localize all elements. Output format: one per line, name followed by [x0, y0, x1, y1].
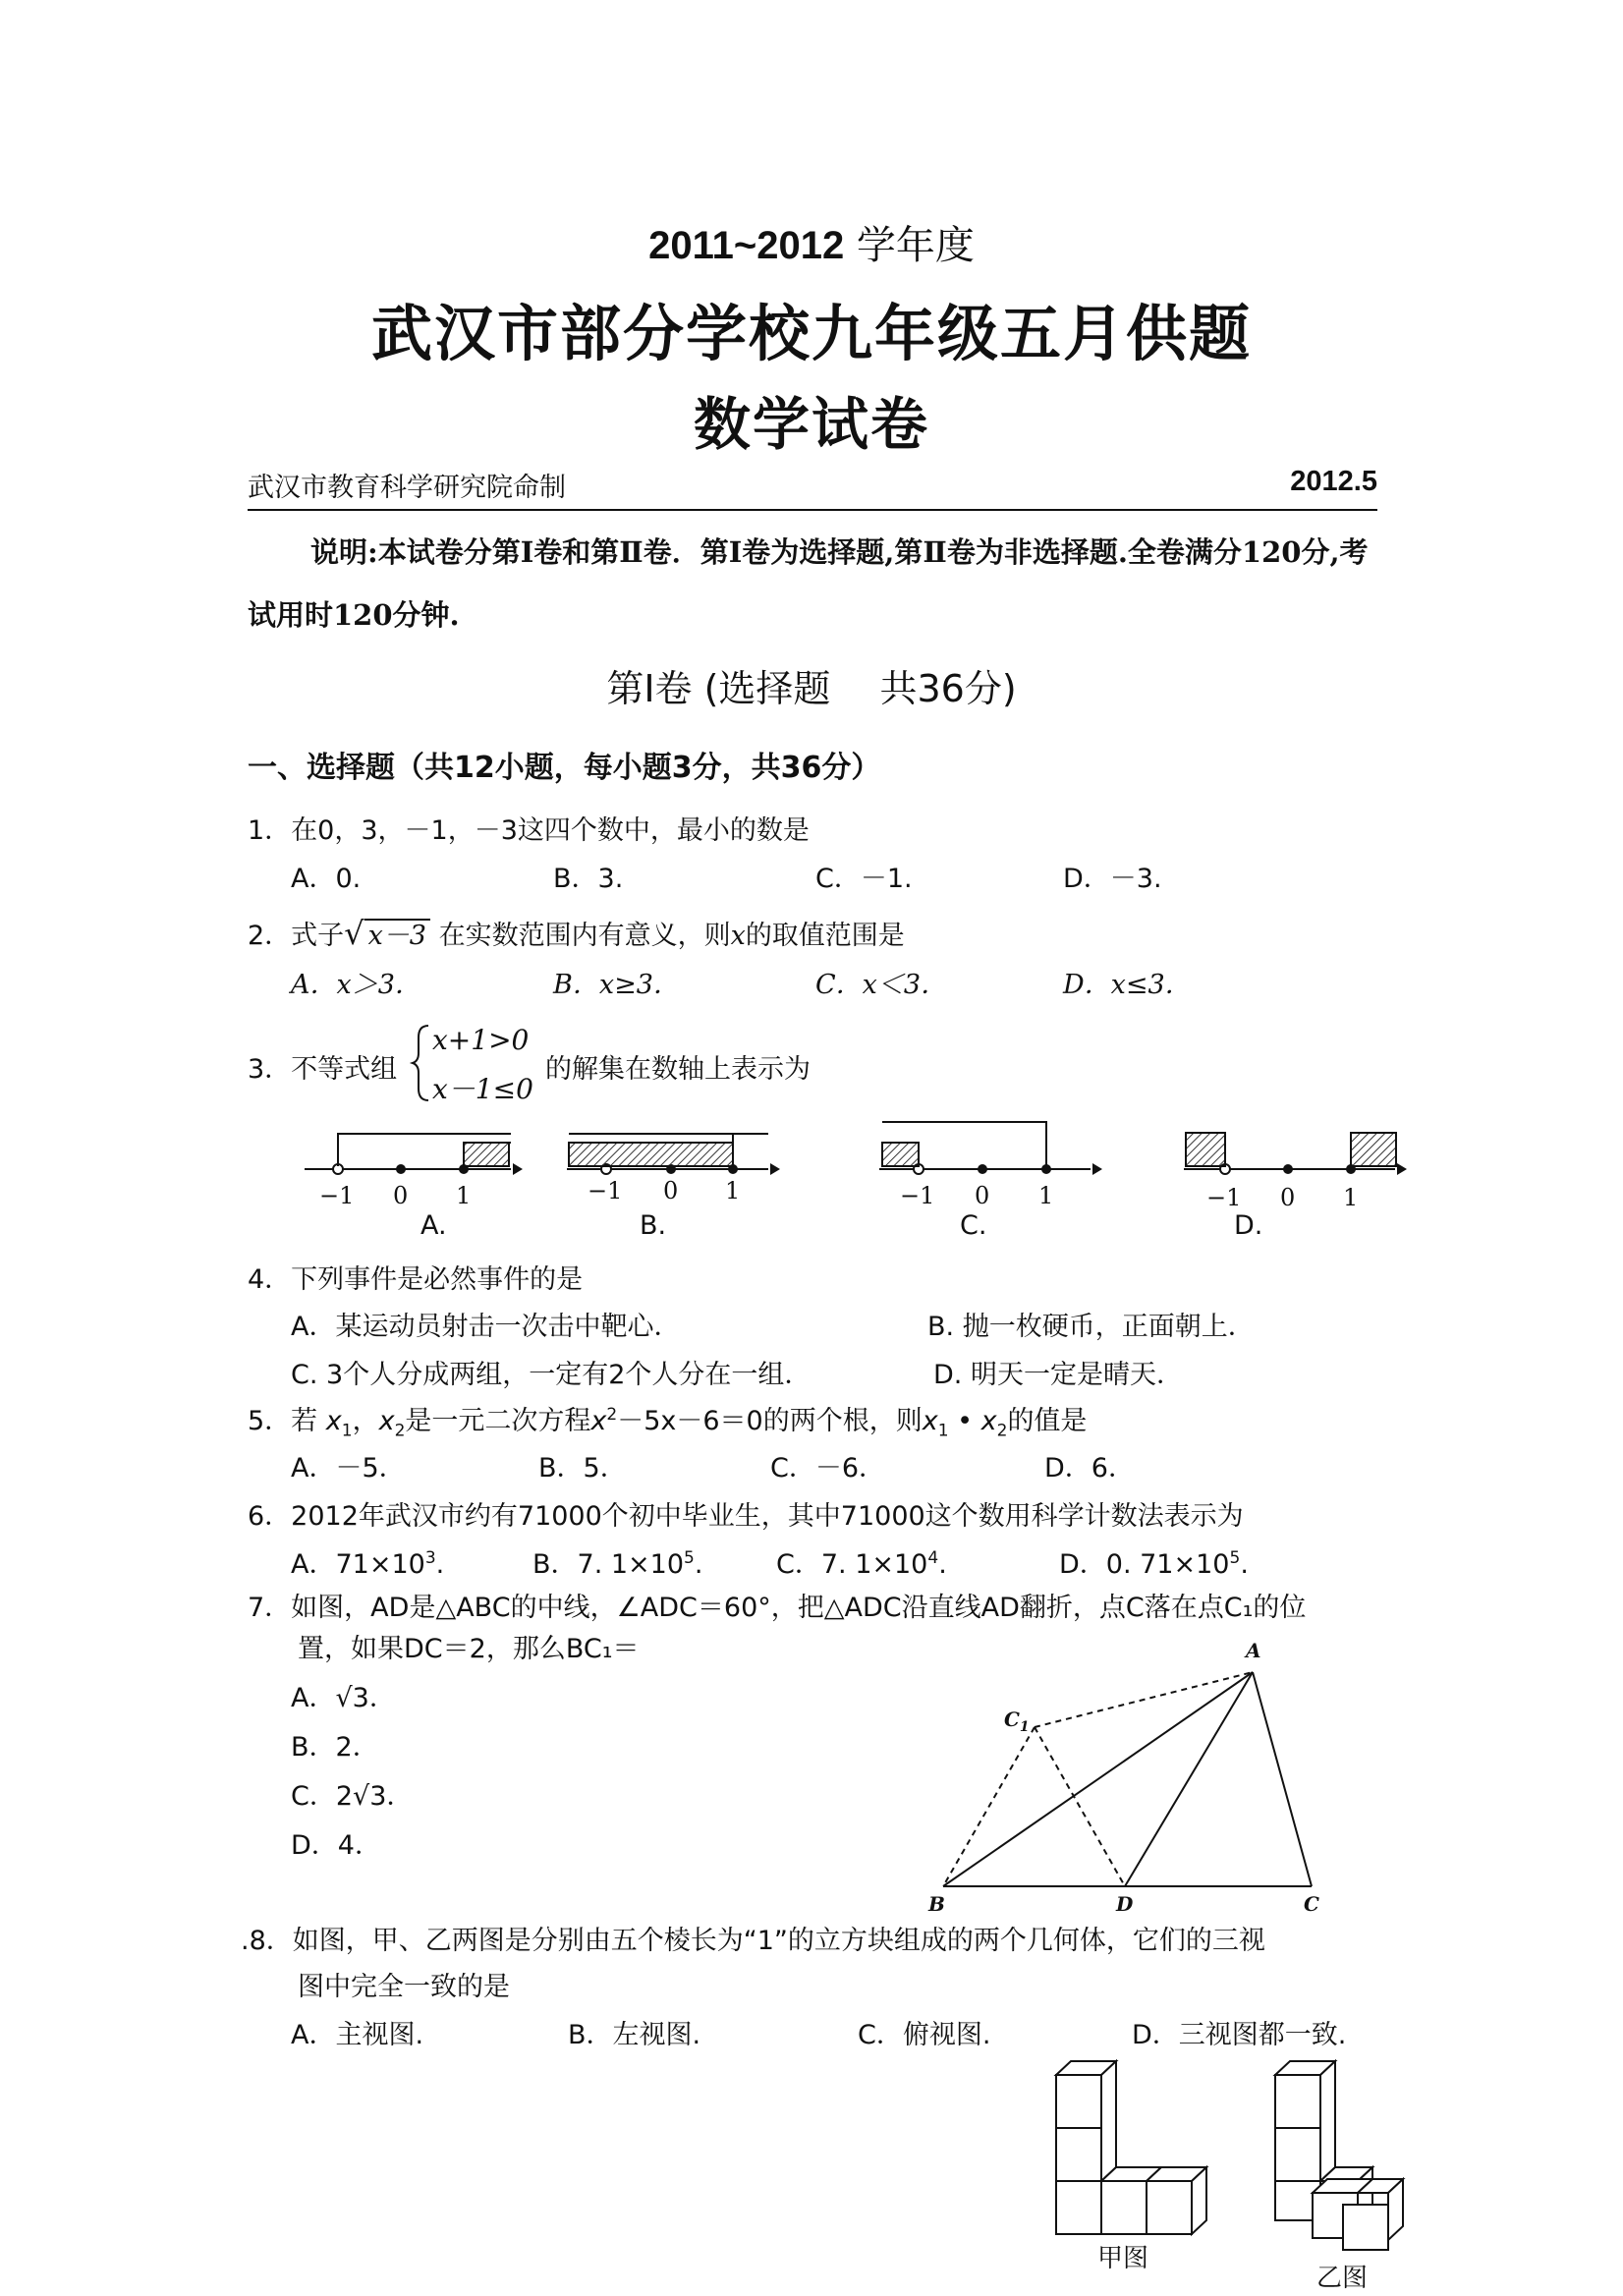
q1-option-c: C．－1. [815, 864, 913, 894]
q7-option-c: C．2√3． [291, 1781, 414, 1812]
tick-label: −1 [1206, 1184, 1242, 1211]
q6-b-base: B．7. 1×10 [532, 1549, 685, 1580]
section1-title: 一、选择题（共12小题，每小题3分，共36分） [248, 751, 881, 785]
q3-stem-a: 3．不等式组 [248, 1054, 398, 1085]
label-c1-sub: 1 [1019, 1719, 1030, 1735]
q2-option-d: D．x≤3． [1063, 970, 1192, 1000]
q7-option-d: D．4． [291, 1830, 381, 1861]
year-number: 2011~2012 [648, 224, 845, 267]
q4-option-b: B. 抛一枚硬币，正面朝上． [927, 1312, 1255, 1342]
tick-label: 0 [975, 1182, 990, 1209]
q3-option-d: D. [1234, 1210, 1263, 1241]
q2-stem-b: 在实数范围内有意义，则 [438, 921, 731, 951]
q4-option-d: D. 明天一定是晴天． [933, 1360, 1183, 1390]
q5-x1: x [325, 1406, 342, 1436]
q6-a-base: A．71×10 [291, 1549, 425, 1580]
q7-option-a: A．√3． [291, 1683, 396, 1713]
tick-label: 1 [725, 1177, 741, 1204]
q8-option-d: D．三视图都一致. [1132, 2020, 1347, 2050]
tick-label: −1 [319, 1182, 355, 1209]
q8-option-a: A．主视图. [291, 2020, 424, 2050]
q6-d-exp: 5 [1229, 1548, 1241, 1568]
q2-stem-c: 的取值范围是 [745, 921, 905, 951]
q7-option-b: B．2． [291, 1732, 379, 1763]
q4-option-a: A．某运动员射击一次击中靶心． [291, 1312, 681, 1342]
q6-stem: 6．2012年武汉市约有71000个初中毕业生，其中71000这个数用科学计数法表示为 [248, 1501, 1244, 1532]
q5-psub1: 1 [937, 1421, 949, 1441]
q2-option-a: A．x＞3． [291, 970, 421, 1000]
q1-option-a: A．0. [291, 864, 362, 894]
q5-p1: x [922, 1406, 938, 1436]
q6-b-end: . [694, 1549, 703, 1580]
label-b: B [928, 1892, 945, 1916]
q5-part: ， [352, 1406, 379, 1436]
year-suffix: 学年度 [856, 223, 975, 268]
q5-dot: • [948, 1406, 981, 1436]
label-c1-letter: C [1004, 1708, 1020, 1731]
q5-psub2: 2 [996, 1421, 1008, 1441]
q8-option-c: C．俯视图. [858, 2020, 991, 2050]
sqrt-symbol: √ [344, 915, 364, 952]
q5-option-a: A．－5． [291, 1453, 406, 1484]
q3-option-b: B. [640, 1210, 667, 1241]
q6-a-end: . [435, 1549, 445, 1580]
q2-option-b: B．x≥3． [553, 970, 680, 1000]
q3-option-a: A. [420, 1210, 447, 1241]
q6-c-exp: 4 [927, 1548, 939, 1568]
subject-title: 数学试卷 [693, 391, 929, 458]
q5-part: 的值是 [1007, 1406, 1088, 1436]
q3-stem-b: 的解集在数轴上表示为 [545, 1054, 811, 1085]
q3-inequality-1: x+1>0 [432, 1024, 530, 1056]
q2-radicand: x－3 [364, 919, 430, 951]
q6-b-exp: 5 [684, 1548, 695, 1568]
q1-stem: 1．在0，3，－1，－3这四个数中，最小的数是 [248, 815, 810, 846]
q6-a-exp: 3 [424, 1548, 436, 1568]
caption-jia: 甲图 [1097, 2244, 1149, 2273]
q5-option-d: D．6． [1044, 1453, 1135, 1484]
part1-title: 第Ⅰ卷 (选择题 共36分) [606, 667, 1017, 710]
q5-eq-sup: 2 [606, 1405, 618, 1425]
q6-d-end: . [1240, 1549, 1249, 1580]
q2-stem-a: 2．式子 [248, 921, 345, 951]
q8-option-b: B．左视图. [568, 2020, 701, 2050]
q5-option-c: C．－6． [770, 1453, 886, 1484]
q4-stem: 4．下列事件是必然事件的是 [248, 1264, 584, 1295]
tick-label: 1 [456, 1182, 472, 1209]
q5-x2: x [378, 1406, 395, 1436]
q8-line-1: .8．如图，甲、乙两图是分别由五个棱长为“1”的立方块组成的两个几何体，它们的三视 [241, 1926, 1265, 1956]
instructions-label: 说明: [310, 535, 378, 569]
q1-option-d: D．－3. [1063, 864, 1162, 894]
issue-date: 2012.5 [1290, 466, 1377, 497]
tick-label: 1 [1038, 1182, 1054, 1209]
q5-part: 5．若 [248, 1406, 326, 1436]
instructions-text: 本试卷分第Ⅰ卷和第Ⅱ卷．第Ⅰ卷为选择题,第Ⅱ卷为非选择题.全卷满分120分,考试用时120分钟. [248, 535, 1369, 632]
q7-line-1: 7．如图，AD是△ABC的中线，∠ADC＝60°，把△ADC沿直线AD翻折，点C落在点C₁的位 [248, 1593, 1307, 1623]
q5-sub2: 2 [394, 1421, 406, 1441]
tick-label: 0 [393, 1182, 409, 1209]
q8-line-2: 图中完全一致的是 [298, 1972, 510, 2002]
tick-label: 1 [1343, 1184, 1359, 1211]
tick-label: −1 [588, 1177, 623, 1204]
q7-line-2: 置，如果DC＝2，那么BC₁＝ [298, 1634, 640, 1664]
q5-sub1: 1 [341, 1421, 353, 1441]
exam-title: 武汉市部分学校九年级五月供题 [370, 298, 1252, 369]
q6-d-base: D．0. 71×10 [1059, 1549, 1230, 1580]
label-c: C [1304, 1892, 1319, 1916]
q5-eq-a: x [590, 1406, 607, 1436]
publisher: 武汉市教育科学研究院命制 [248, 473, 566, 503]
caption-yi: 乙图 [1316, 2264, 1369, 2293]
tick-label: 0 [1280, 1184, 1296, 1211]
q6-c-base: C．7. 1×10 [776, 1549, 928, 1580]
label-d: D [1116, 1892, 1134, 1916]
q2-option-c: C．x＜3． [815, 970, 948, 1000]
figure-jia [1056, 2061, 1206, 2234]
label-a: A [1246, 1639, 1261, 1662]
q5-eq-b: －5x－6＝0 [617, 1406, 763, 1436]
q6-c-end: . [938, 1549, 947, 1580]
q5-part: 的两个根，则 [762, 1406, 923, 1436]
q5-p2: x [980, 1406, 997, 1436]
q2-var: x [730, 921, 746, 951]
q5-option-b: B．5． [538, 1453, 627, 1484]
tick-label: 0 [663, 1177, 679, 1204]
q3-inequality-2: x－1≤0 [432, 1073, 533, 1105]
q4-option-c: C. 3个人分成两组，一定有2个人分在一组． [291, 1360, 812, 1390]
tick-label: −1 [900, 1182, 935, 1209]
q1-option-b: B．3. [553, 864, 624, 894]
q5-part: 是一元二次方程 [405, 1406, 591, 1436]
q3-option-c: C. [960, 1210, 987, 1241]
figure-yi [1275, 2061, 1403, 2250]
